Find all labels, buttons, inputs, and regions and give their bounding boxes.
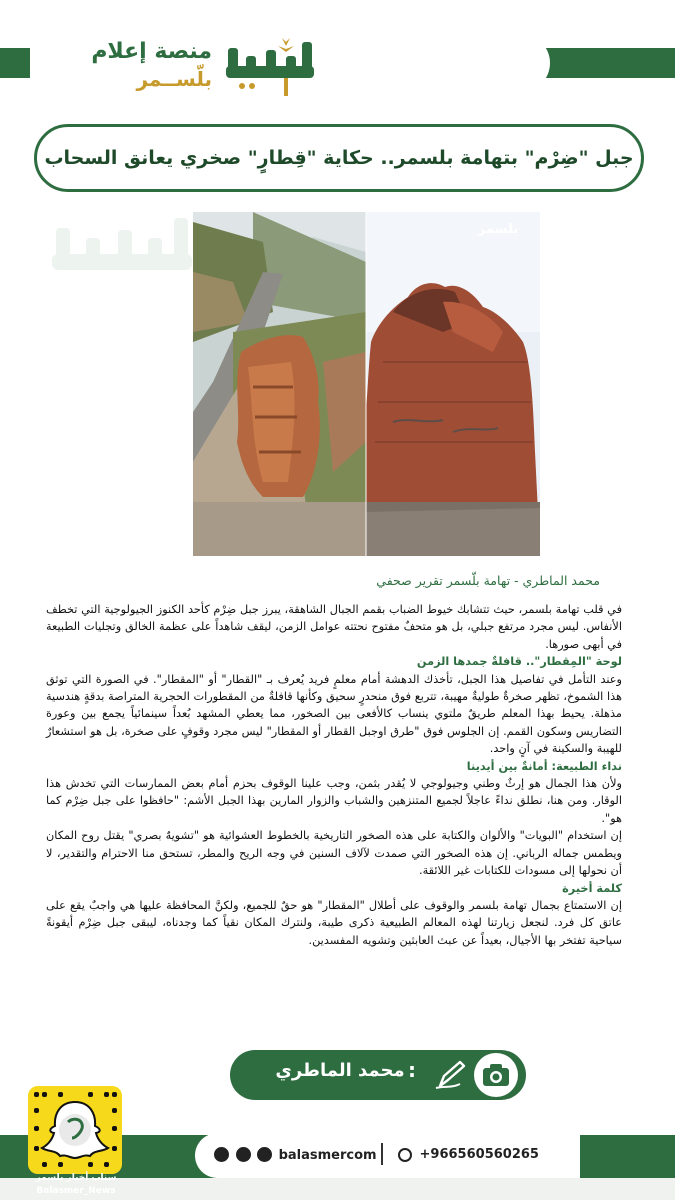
balasmer-logo (222, 36, 318, 98)
rock-formation-photo (366, 212, 540, 556)
subheading-3: كلمة أخيرة (562, 881, 622, 895)
snap-label: سناب أخبار بلسمر (35, 1173, 117, 1183)
author-name: محمد الماطري (275, 1060, 405, 1081)
x-icon (214, 1147, 229, 1162)
byline: محمد الماطري - تهامة بلّسمر تقرير صحفي (376, 573, 600, 588)
paragraph-intro: في قلب تهامة بلسمر، حيث تتشابك خيوط الضباب بقمم الجبال الشاهقة، يبرز جبل ضِرْم كأحد الكنوز الجيولوجية التي تخطف الأنفاس. ليس مجرد مرتفع جبلي، بل هو متحفٌ مفتوح نحتته عوامل الزمن، ليقف شاهداً على عظمة الخالق وتجليات الطبيعة في أبهى صورها. (46, 603, 622, 651)
paragraph-4: إن استخدام "البويات" والألوان والكتابة على هذه الصخور التاريخية بالخطوط العشوائية هو "تشويهٌ بصري" يقتل روح المكان ويطمس جماله الرباني. إن هذه الصخور التي صمدت لآلاف السنين في وجه الريح والمطر، تستحق منا الاحترام والتقدير، لا أن نحولها إلى مسودات للكتابات غير اللائقة. (46, 829, 622, 878)
website-handle[interactable]: balasmercom (278, 1148, 377, 1163)
paragraph-2: وعند التأمل في تفاصيل هذا الجبل، تأخذك الدهشة أمام معلمٍ فريد يُعرف بـ "القطار" أو "المقطار". في الصورة التي توثق هذا الشموخ، تظهر صخرةٌ طوليةٌ مهيبة، تتربع فوق منحدرٍ سحيق وكأنها قافلةٌ من المقطورات الحجرية المتراصة بدقةٍ هندسية مذهلة. يحيط بهذا المعلم طريقٌ ملتوي ينساب كالأفعى بين الصخور، مما يعطي المشهد بُعداً سينمائياً يجمع بين وعورة التضاريس وسكون القمم. إن الجلوس فوق "طرق اوجبل القطار أو المقطار" ليس مجرد وقوفٍ على صخرة، بل هو استشعارٌ للهيبة والسكينة في آنٍ واحد. (46, 672, 622, 756)
paragraph-5: إن الاستمتاع بجمال تهامة بلسمر والوقوف على أطلال "المقطار" هو حقٌ للجميع، ولكنَّ المحافظة عليها هي واجبٌ يقع على عاتق كل فرد. لنجعل زيارتنا لهذه المعالم الطبيعية ذكرى طيبة، ولنترك المكان نقياً كما وجدناه، ليبقى جبل ضِرْم أيقونةً سياحية تفتخر بها الأجيال، بعيداً عن عبث العابثين وتشويه المفسدين. (46, 898, 622, 947)
brand-line-2: بلّســمر (136, 67, 212, 91)
snapcode[interactable] (28, 1086, 122, 1174)
photo-badge: بلسمر (478, 222, 519, 237)
subheading-2: نداء الطبيعة: أمانةٌ بين أيدينا (466, 759, 622, 773)
article-body (46, 601, 622, 949)
headline-box (34, 124, 644, 192)
watermark-logo (48, 210, 198, 290)
tiktok-icon (236, 1147, 251, 1162)
whatsapp-icon (398, 1148, 412, 1162)
pen-icon (434, 1060, 468, 1090)
headline: جبل "ضِرْم" بتهامة بلسمر.. حكاية "قِطارٍ" صخري يعانق السحاب (44, 147, 634, 169)
subheading-1: لوحة "المِقطار".. قافلةٌ جمدها الزمن (416, 655, 622, 669)
brand-line-1: منصة إعلام (91, 39, 212, 64)
footer-contact (398, 1147, 539, 1162)
footer-divider (381, 1143, 383, 1165)
brand-name (52, 38, 212, 92)
phone-number[interactable]: +966560560265 (419, 1147, 539, 1162)
photo-collage (193, 212, 540, 556)
snap-handle[interactable]: Balasmer_News (36, 1186, 116, 1196)
author-colon: : (408, 1058, 416, 1082)
paragraph-3: ولأن هذا الجمال هو إرثٌ وطني وجيولوجي لا يُقدر بثمن، وجب علينا الوقوف بحزم أمام بعض الممارسات التي تخدش هذا الوقار. ومن هنا، نطلق نداءً عاجلاً لجميع المتنزهين والشباب والزوار المارين بهذا الجبل الأشم: "حافظوا على جبل ضِرْم كما هو". (46, 777, 622, 825)
footer-social (214, 1147, 377, 1163)
camera-icon (481, 1061, 511, 1089)
road-photo (193, 212, 366, 556)
facebook-icon (257, 1147, 272, 1162)
